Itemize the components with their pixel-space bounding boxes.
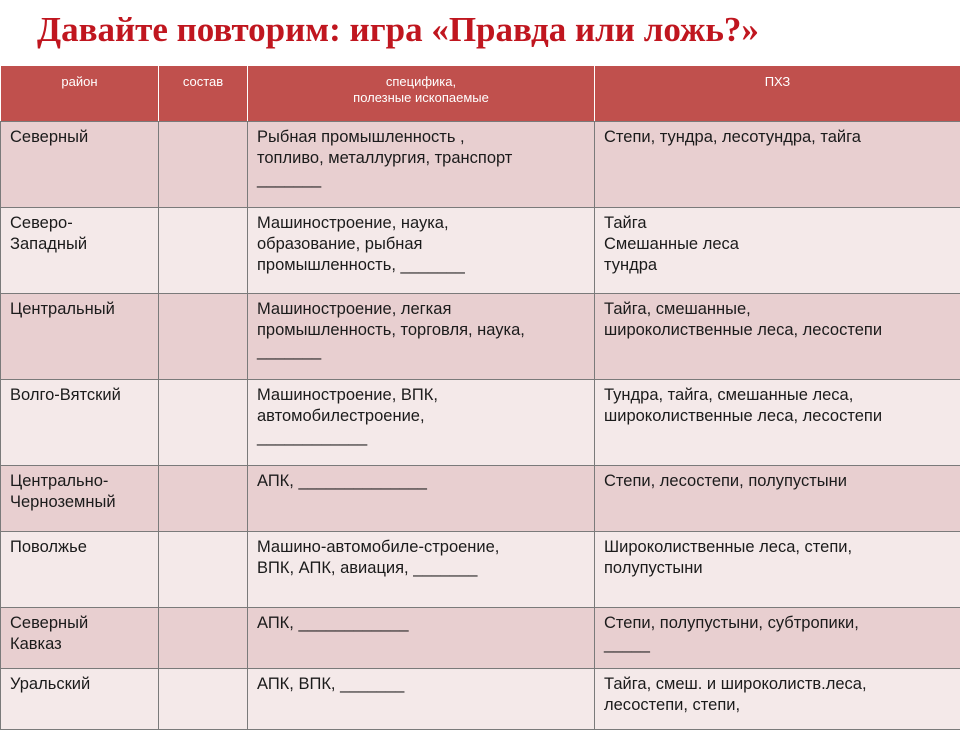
specifics-text: Машиностроение, легкая промышленность, торговля, наука, _______	[248, 294, 594, 362]
specifics-cell	[248, 466, 595, 532]
composition-cell	[159, 208, 248, 294]
specifics-cell	[248, 532, 595, 608]
region-name: Северный Кавказ	[1, 608, 158, 655]
table-row	[1, 122, 960, 208]
specifics-cell	[248, 122, 595, 208]
header-composition	[159, 66, 248, 122]
zones-cell	[595, 122, 960, 208]
composition-value	[159, 380, 247, 385]
region-name: Центральный	[1, 294, 158, 320]
composition-cell	[159, 466, 248, 532]
region-cell	[1, 608, 159, 669]
zones-text: Степи, лесостепи, полупустыни	[595, 466, 960, 492]
specifics-text: АПК, ____________	[248, 608, 594, 634]
region-cell	[1, 466, 159, 532]
specifics-text: Машиностроение, наука, образование, рыбная промышленность, _______	[248, 208, 594, 276]
zones-cell	[595, 669, 960, 730]
region-name: Волго-Вятский	[1, 380, 158, 406]
zones-cell	[595, 294, 960, 380]
zones-text: Степи, тундра, лесотундра, тайга	[595, 122, 960, 148]
zones-text: Широколиственные леса, степи, полупустыни	[595, 532, 960, 579]
specifics-cell	[248, 294, 595, 380]
composition-cell	[159, 122, 248, 208]
specifics-text: АПК, ______________	[248, 466, 594, 492]
composition-value	[159, 294, 247, 299]
header-region-label: район	[1, 66, 158, 90]
specifics-cell	[248, 608, 595, 669]
zones-text: Тайга Смешанные леса тундра	[595, 208, 960, 276]
composition-value	[159, 208, 247, 213]
region-cell	[1, 669, 159, 730]
table-header-row	[1, 66, 960, 122]
slide-title: Давайте повторим: игра «Правда или ложь?»	[37, 8, 759, 52]
header-specifics-label: специфика, полезные ископаемые	[248, 66, 594, 106]
zones-text: Степи, полупустыни, субтропики, _____	[595, 608, 960, 655]
zones-cell	[595, 380, 960, 466]
table-row	[1, 208, 960, 294]
zones-cell	[595, 532, 960, 608]
composition-cell	[159, 532, 248, 608]
region-cell	[1, 380, 159, 466]
zones-text: Тайга, смешанные, широколиственные леса, лесостепи	[595, 294, 960, 341]
composition-cell	[159, 380, 248, 466]
specifics-cell	[248, 208, 595, 294]
specifics-text: Рыбная промышленность , топливо, металлургия, транспорт _______	[248, 122, 594, 190]
composition-value	[159, 532, 247, 537]
regions-table	[0, 66, 960, 730]
region-name: Центрально- Черноземный	[1, 466, 158, 513]
region-name: Северный	[1, 122, 158, 148]
composition-cell	[159, 669, 248, 730]
composition-value	[159, 122, 247, 127]
composition-cell	[159, 608, 248, 669]
table-row	[1, 466, 960, 532]
zones-cell	[595, 608, 960, 669]
zones-cell	[595, 208, 960, 294]
composition-value	[159, 669, 247, 674]
specifics-cell	[248, 669, 595, 730]
specifics-text: АПК, ВПК, _______	[248, 669, 594, 695]
table-row	[1, 380, 960, 466]
region-name: Уральский	[1, 669, 158, 695]
specifics-text: Машино-автомобиле-строение, ВПК, АПК, авиация, _______	[248, 532, 594, 579]
table-row	[1, 608, 960, 669]
region-cell	[1, 294, 159, 380]
region-cell	[1, 208, 159, 294]
composition-value	[159, 466, 247, 471]
table-row	[1, 532, 960, 608]
table-row	[1, 294, 960, 380]
region-cell	[1, 122, 159, 208]
zones-cell	[595, 466, 960, 532]
header-region	[1, 66, 159, 122]
header-composition-label: состав	[159, 66, 247, 90]
region-name: Северо- Западный	[1, 208, 158, 255]
header-zones	[595, 66, 960, 122]
region-name: Поволжье	[1, 532, 158, 558]
composition-value	[159, 608, 247, 613]
composition-cell	[159, 294, 248, 380]
region-cell	[1, 532, 159, 608]
zones-text: Тайга, смеш. и широколиств.леса, лесостепи, степи,	[595, 669, 960, 716]
zones-text: Тундра, тайга, смешанные леса, широколиственные леса, лесостепи	[595, 380, 960, 427]
table-row	[1, 669, 960, 730]
specifics-cell	[248, 380, 595, 466]
header-zones-label: ПХЗ	[595, 66, 960, 90]
specifics-text: Машиностроение, ВПК, автомобилестроение, ____________	[248, 380, 594, 448]
header-specifics	[248, 66, 595, 122]
